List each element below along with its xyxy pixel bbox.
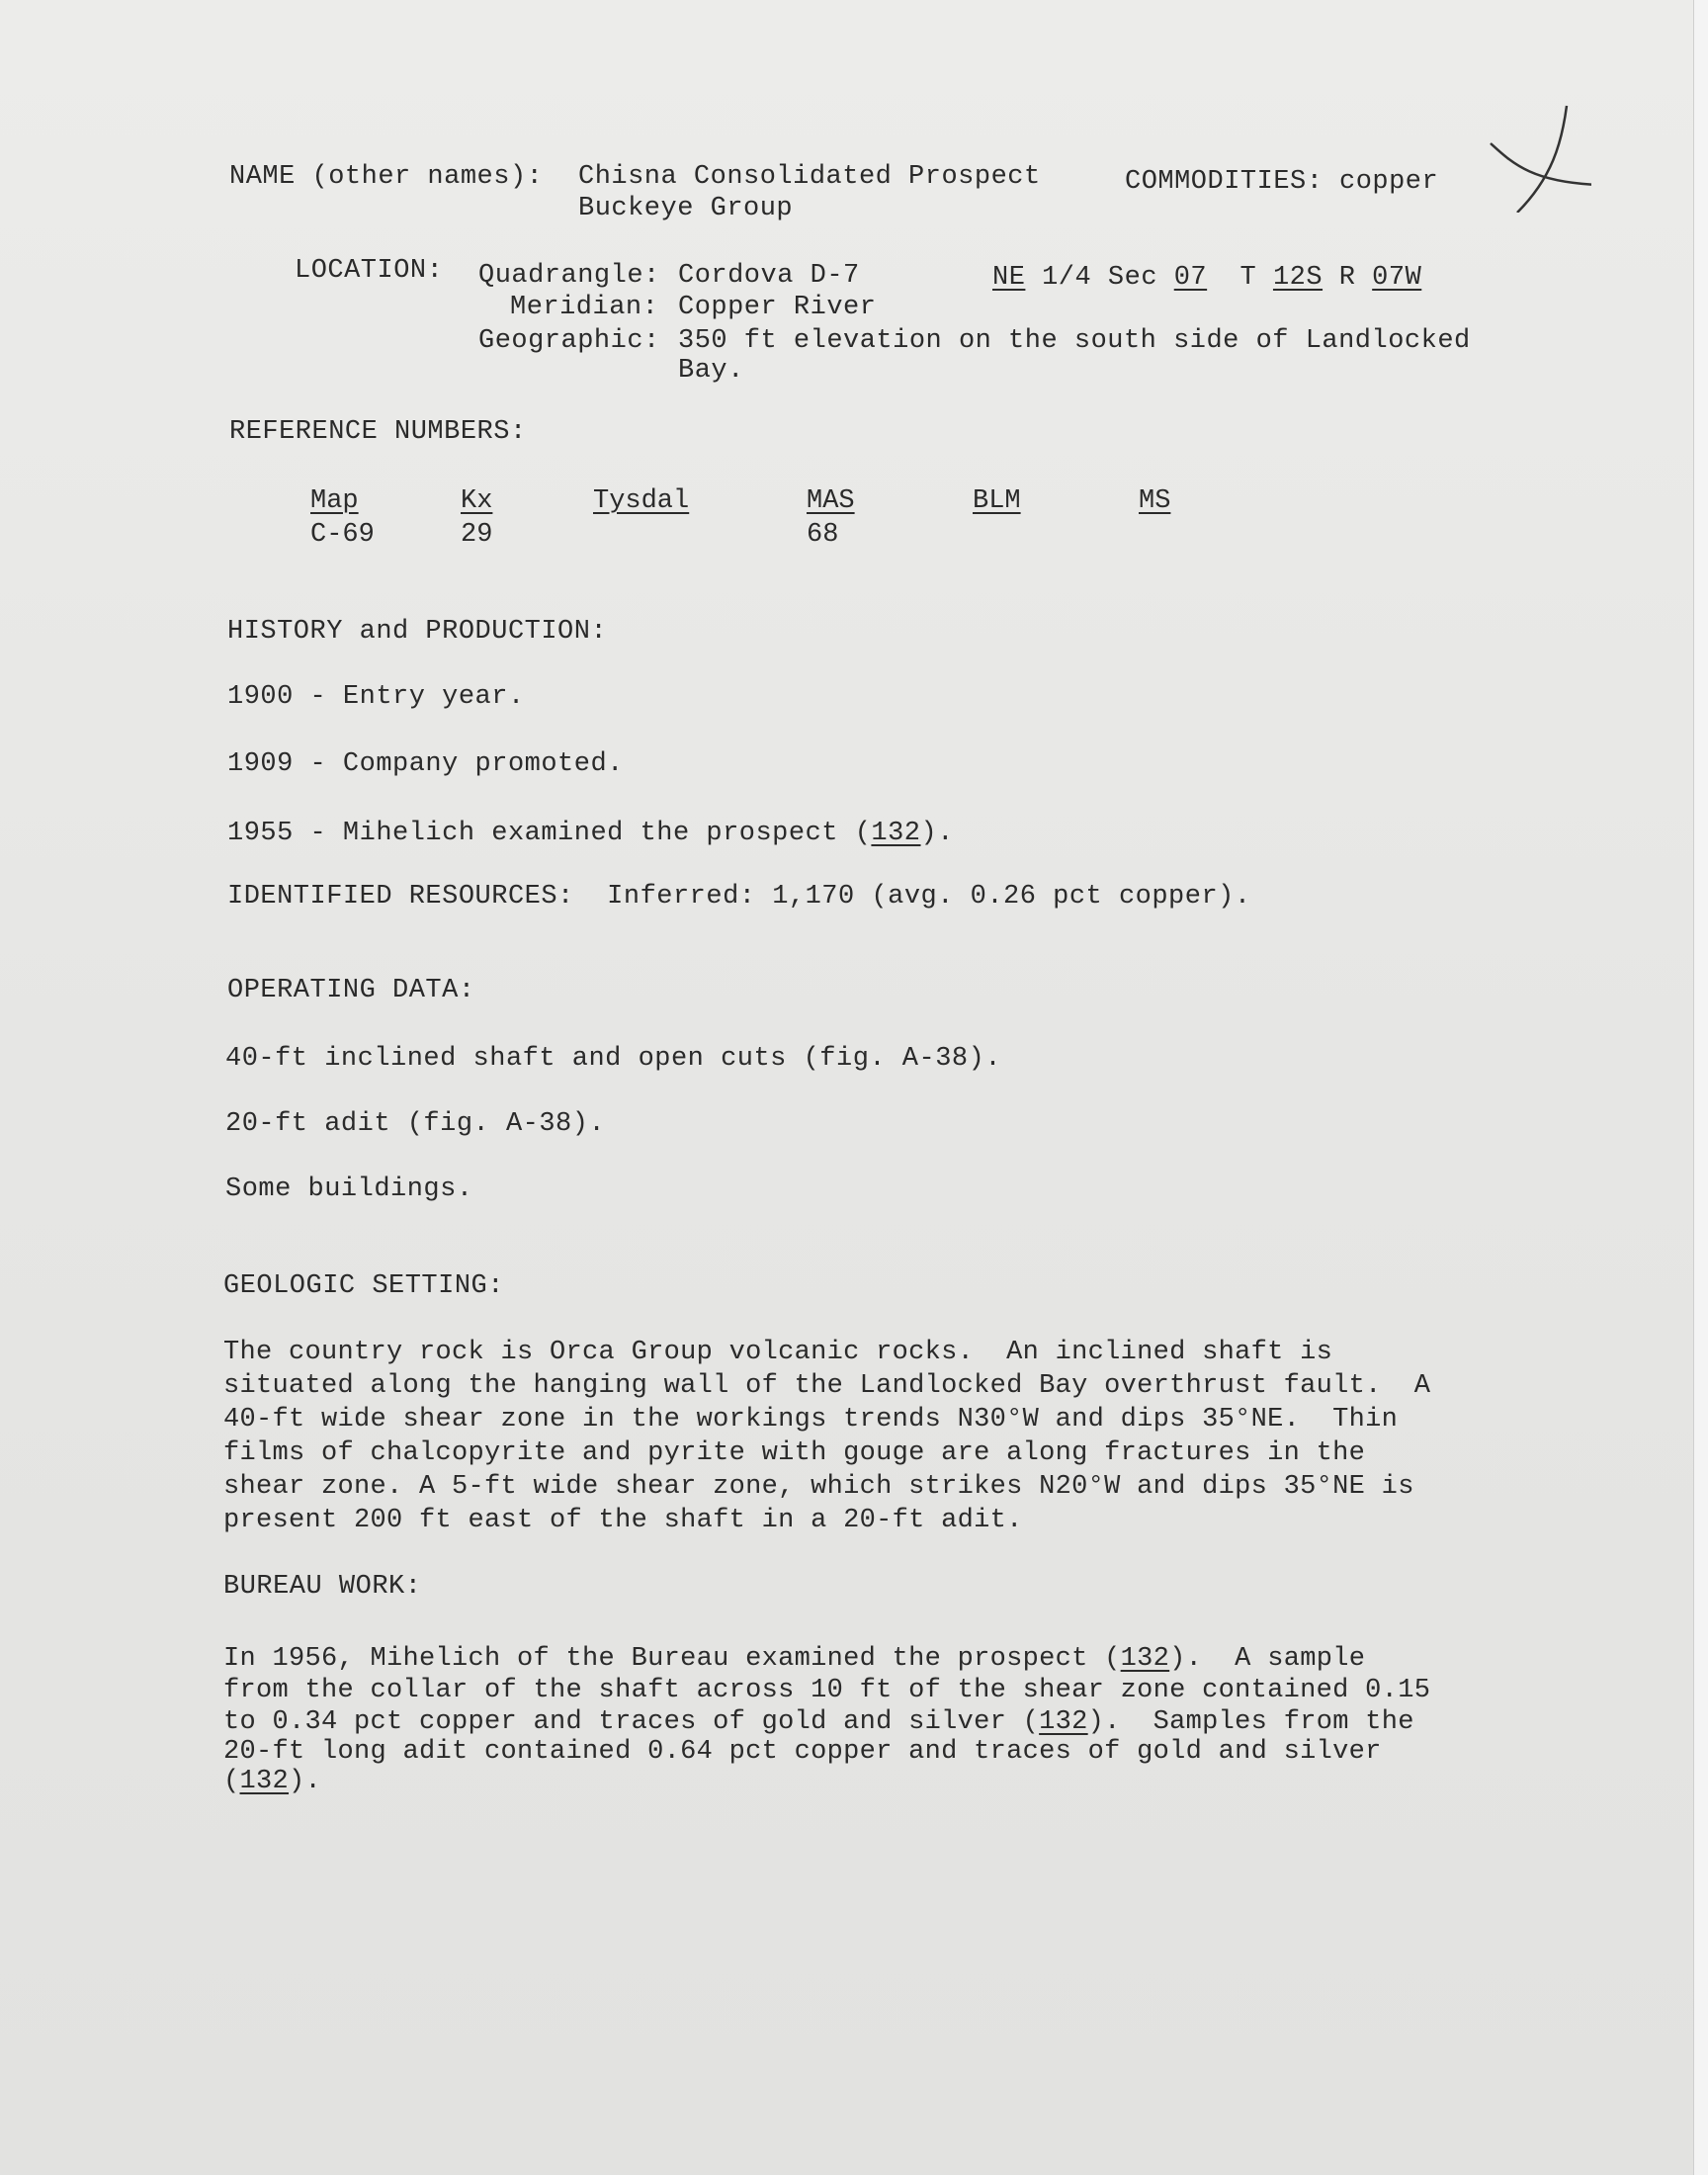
bureau-text: ). Samples from the — [1087, 1707, 1414, 1737]
operating-line: 20-ft adit (fig. A-38). — [225, 1109, 606, 1139]
citation-ref: 132 — [871, 819, 921, 848]
citation-ref: 132 — [239, 1767, 290, 1796]
bureau-text: to 0.34 pct copper and traces of gold and silver ( — [223, 1707, 1040, 1737]
reference-header: MS — [1139, 486, 1171, 516]
geologic-line: The country rock is Orca Group volcanic rocks. An inclined shaft is — [223, 1338, 1333, 1367]
citation-ref: 132 — [1120, 1644, 1170, 1674]
name-line-1: Chisna Consolidated Prospect — [578, 162, 1041, 192]
resources-line — [227, 880, 1251, 914]
range-label: R — [1338, 263, 1356, 293]
reference-item-ms — [1139, 484, 1170, 518]
bureau-text: In 1956, Mihelich of the Bureau examined the prospect ( — [223, 1644, 1121, 1674]
bureau-line: 20-ft long adit contained 0.64 pct copper and traces of gold and silver — [223, 1737, 1382, 1767]
location-label: LOCATION: — [295, 256, 444, 286]
bureau-text: ). A sample — [1169, 1644, 1366, 1674]
resources-label: IDENTIFIED RESOURCES: — [227, 882, 574, 912]
name-label: NAME (other names): — [229, 162, 544, 192]
citation-ref: 132 — [1039, 1707, 1088, 1737]
bureau-line — [223, 1766, 321, 1797]
reference-value: 68 — [807, 520, 839, 550]
reference-header: Tysdal — [593, 486, 690, 516]
commodities-label: COMMODITIES: — [1125, 167, 1324, 197]
reference-value: C-69 — [310, 520, 375, 550]
township-value: 12S — [1272, 263, 1324, 293]
history-entry: 1909 - Company promoted. — [227, 749, 624, 779]
quarter-suffix: 1/4 Sec — [1042, 263, 1158, 293]
bureau-line — [223, 1643, 1365, 1675]
bureau-label: BUREAU WORK: — [223, 1572, 422, 1602]
geographic-line-2: Bay. — [678, 356, 744, 386]
reference-header: MAS — [807, 486, 855, 516]
quadrangle-value: Cordova D-7 — [678, 261, 860, 291]
commodities-value: copper — [1339, 167, 1439, 197]
bureau-line — [223, 1706, 1414, 1738]
geologic-label: GEOLOGIC SETTING: — [223, 1271, 504, 1301]
geologic-line: films of chalcopyrite and pyrite with gouge are along fractures in the — [223, 1438, 1366, 1468]
bureau-text: ( — [223, 1767, 240, 1796]
resources-value: Inferred: 1,170 (avg. 0.26 pct copper). — [607, 882, 1251, 912]
geographic-line-1: 350 ft elevation on the south side of Landlocked — [678, 326, 1471, 356]
geologic-line: situated along the hanging wall of the Landlocked Bay overthrust fault. A — [223, 1371, 1431, 1401]
meridian-label: Meridian: — [510, 293, 659, 322]
reference-item-tysdal — [593, 484, 689, 518]
history-entry-close: ). — [920, 819, 954, 848]
quarter-value: NE — [992, 263, 1026, 293]
reference-label: REFERENCE NUMBERS: — [229, 417, 527, 447]
reference-item-mas — [807, 484, 855, 552]
township-label: T — [1239, 263, 1257, 293]
geographic-label: Geographic: — [478, 326, 660, 356]
meridian-value: Copper River — [678, 293, 877, 322]
quadrangle-label: Quadrangle: — [478, 261, 660, 291]
bureau-text: ). — [289, 1767, 322, 1796]
reference-item-map — [310, 484, 375, 552]
name-line-2: Buckeye Group — [578, 194, 794, 223]
geologic-line: present 200 ft east of the shaft in a 20-ft adit. — [223, 1506, 1023, 1535]
history-entry-text: 1955 - Mihelich examined the prospect ( — [227, 819, 872, 848]
bureau-line: from the collar of the shaft across 10 ft of the shear zone contained 0.15 — [223, 1676, 1431, 1705]
reference-header: Map — [310, 486, 359, 516]
reference-header: Kx — [461, 486, 493, 516]
history-entry — [227, 817, 954, 850]
location-plss — [992, 261, 1421, 295]
check-mark-icon — [1483, 104, 1591, 213]
section-value: 07 — [1173, 263, 1208, 293]
operating-line: Some buildings. — [225, 1174, 473, 1204]
reference-item-kx — [461, 484, 492, 552]
reference-item-blm — [973, 484, 1021, 518]
range-value: 07W — [1372, 263, 1422, 293]
operating-label: OPERATING DATA: — [227, 976, 475, 1005]
operating-line: 40-ft inclined shaft and open cuts (fig. A-38). — [225, 1044, 1002, 1074]
reference-header: BLM — [973, 486, 1021, 516]
reference-value: 29 — [461, 520, 493, 550]
geologic-line: 40-ft wide shear zone in the workings trends N30°W and dips 35°NE. Thin — [223, 1405, 1399, 1435]
history-label: HISTORY and PRODUCTION: — [227, 617, 608, 647]
history-entry: 1900 - Entry year. — [227, 682, 525, 712]
geologic-line: shear zone. A 5-ft wide shear zone, which strikes N20°W and dips 35°NE is — [223, 1472, 1414, 1502]
